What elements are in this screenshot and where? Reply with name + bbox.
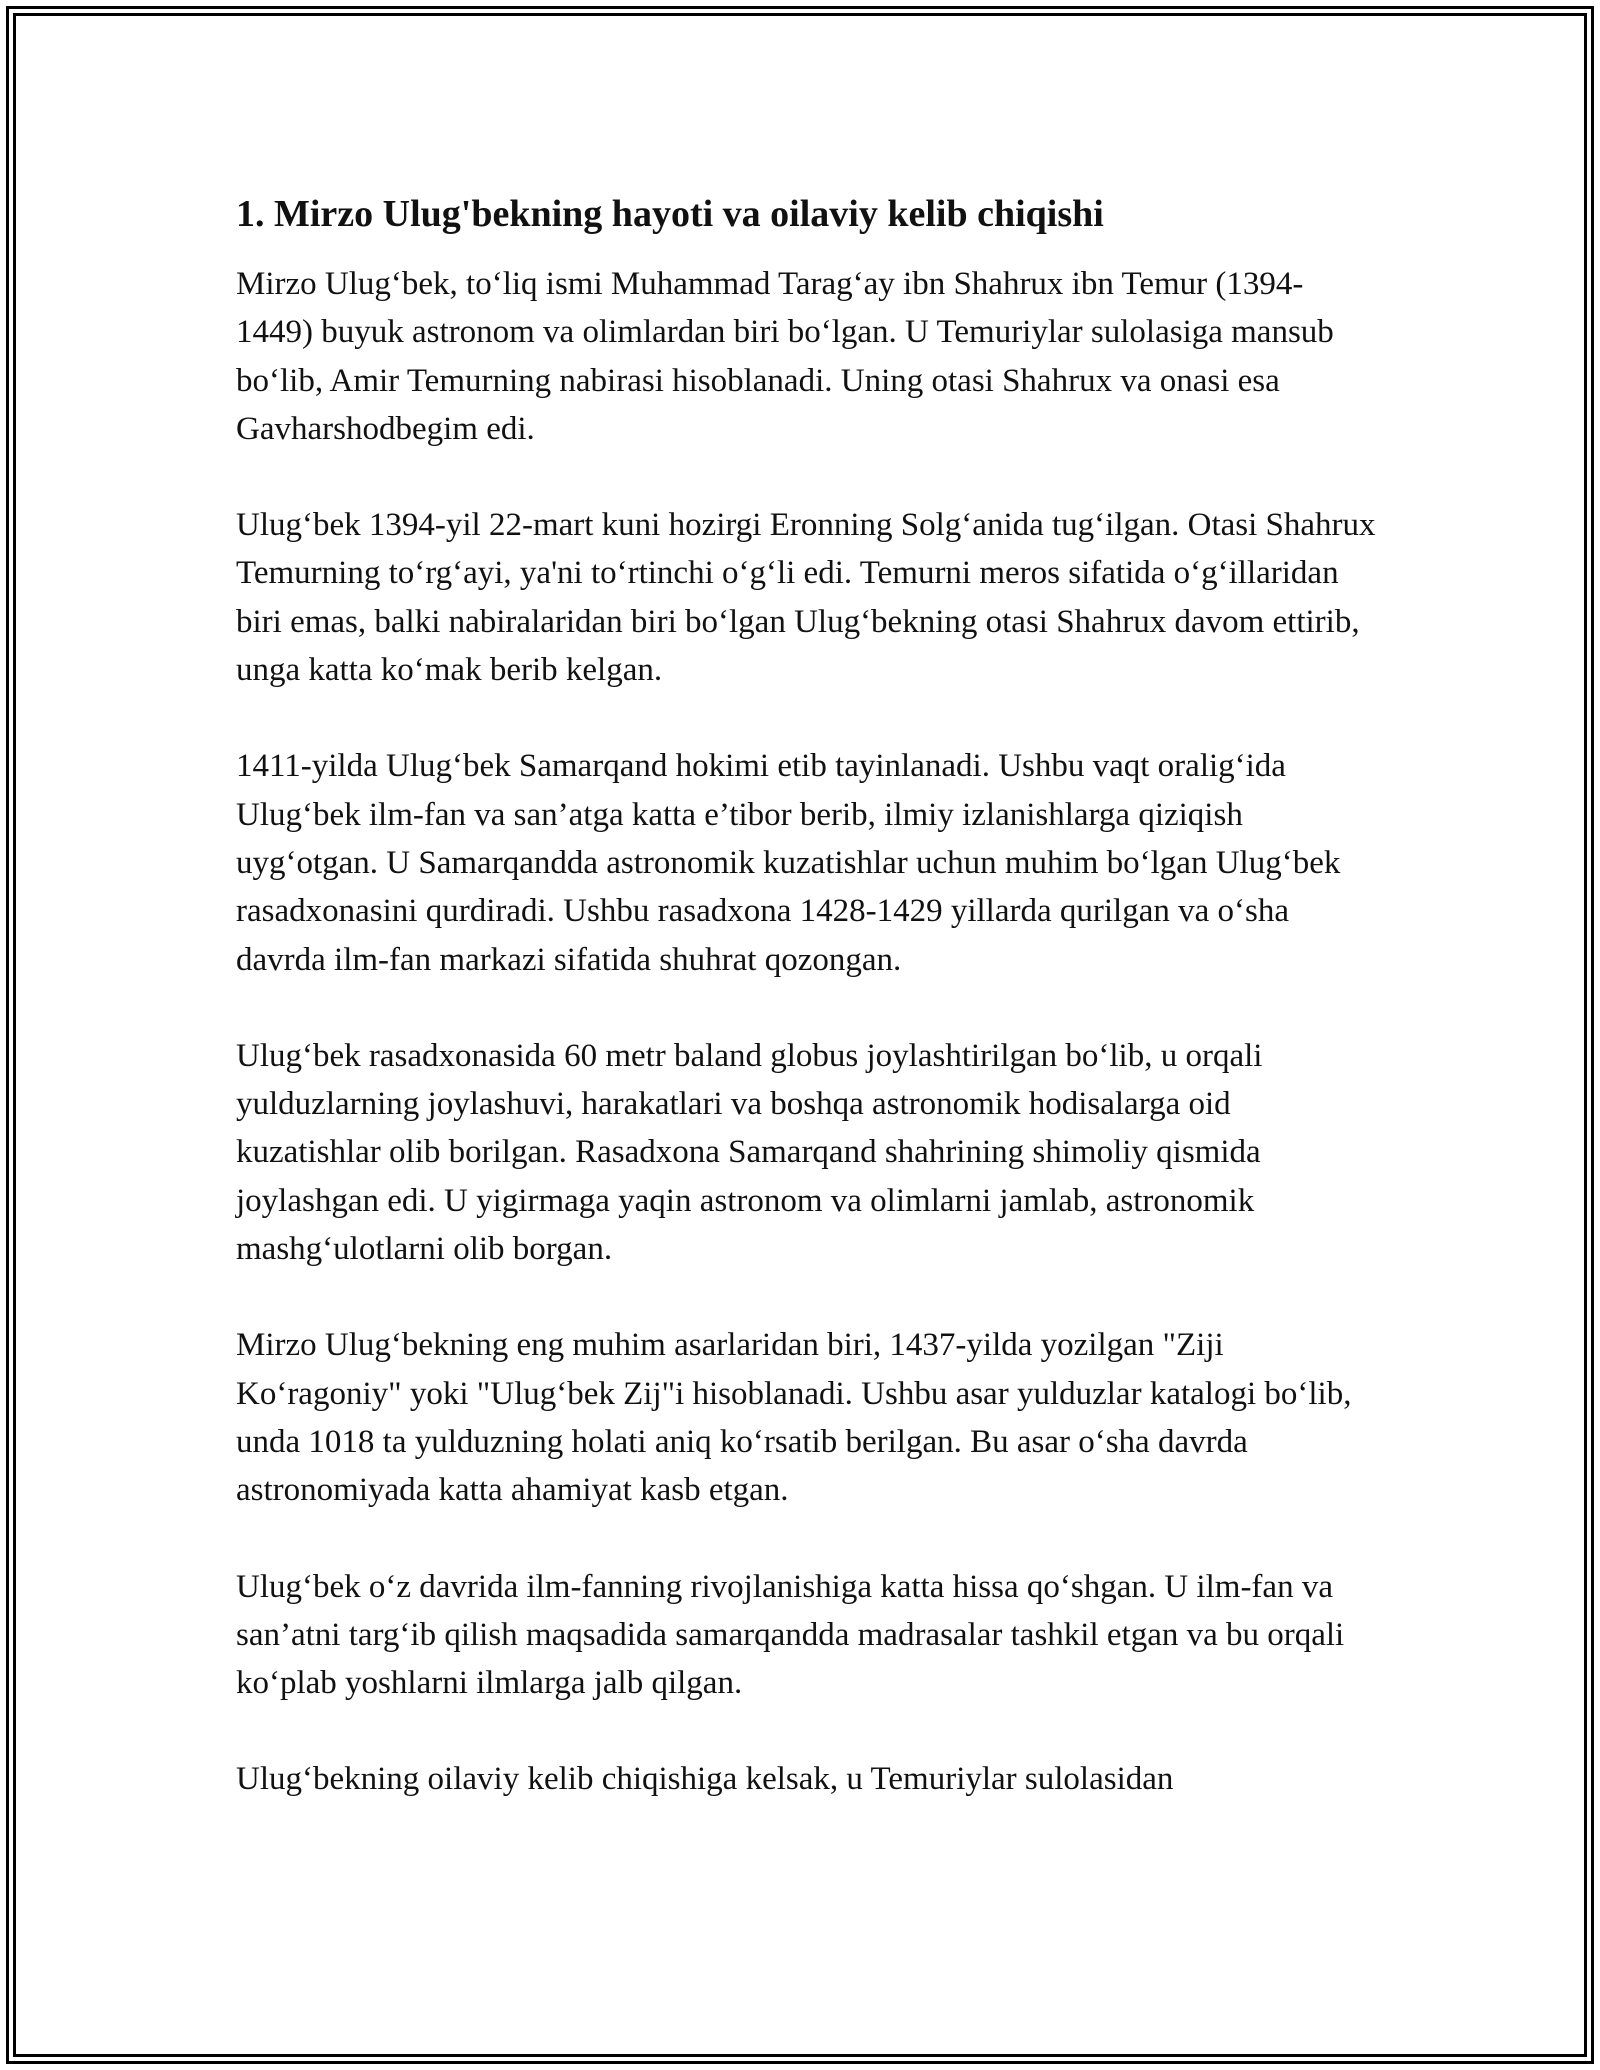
paragraph-7: Ulug‘bekning oilaviy kelib chiqishiga kelsak, u Temuriylar sulolasidan [236, 1761, 1174, 1798]
paragraph-2: Ulug‘bek 1394-yil 22-mart kuni hozirgi Eronning Solg‘anida tug‘ilgan. Otasi Shahrux Temurning to‘rg‘ayi, ya'ni to‘rtinchi o‘g‘li edi. Temurni meros sifatida o‘g‘illaridan biri emas, balki nabiralaridan biri bo‘lgan Ulug‘bekning otasi Shahrux davom ettirib, unga katta ko‘mak berib kelgan. [236, 507, 1376, 689]
document-body [236, 190, 1376, 1852]
paragraph-6: Ulug‘bek o‘z davrida ilm-fanning rivojlanishiga katta hissa qo‘shgan. U ilm-fan va san’atni targ‘ib qilish maqsadida samarqandda madrasalar tashkil etgan va bu orqali ko‘plab yoshlarni ilmlarga jalb qilgan. [236, 1568, 1345, 1702]
paragraph-3: 1411-yilda Ulug‘bek Samarqand hokimi etib tayinlanadi. Ushbu vaqt oralig‘ida Ulug‘bek ilm-fan va san’atga katta e’tibor berib, ilmiy izlanishlarga qiziqish uyg‘otgan. U Samarqandda astronomik kuzatishlar uchun muhim bo‘lgan Ulug‘bek rasadxonasini qurdiradi. Ushbu rasadxona 1428-1429 yillarda qurilgan va o‘sha davrda ilm-fan markazi sifatida shuhrat qozongan. [236, 748, 1341, 978]
paragraph-1: Mirzo Ulug‘bek, to‘liq ismi Muhammad Tarag‘ay ibn Shahrux ibn Temur (1394-1449) buyuk astronom va olimlardan biri bo‘lgan. U Temuriylar sulolasiga mansub bo‘lib, Amir Temurning nabirasi hisoblanadi. Uning otasi Shahrux va onasi esa Gavharshodbegim edi. [236, 266, 1334, 447]
paragraph-5: Mirzo Ulug‘bekning eng muhim asarlaridan biri, 1437-yilda yozilgan "Ziji Ko‘ragoniy" yoki "Ulug‘bek Zij"i hisoblanadi. Ushbu asar yulduzlar katalogi bo‘lib, unda 1018 ta yulduzning holati aniq ko‘rsatib berilgan. Bu asar o‘sha davrda astronomiyada katta ahamiyat kasb etgan. [236, 1327, 1352, 1509]
section-heading: 1. Mirzo Ulug'bekning hayoti va oilaviy kelib chiqishi [236, 193, 1104, 235]
paragraph-4: Ulug‘bek rasadxonasida 60 metr baland globus joylashtirilgan bo‘lib, u orqali yulduzlarning joylashuvi, harakatlari va boshqa astronomik hodisalarga oid kuzatishlar olib borilgan. Rasadxona Samarqand shahrining shimoliy qismida joylashgan edi. U yigirmaga yaqin astronom va olimlarni jamlab, astronomik mashg‘ulotlarni olib borgan. [236, 1037, 1263, 1268]
